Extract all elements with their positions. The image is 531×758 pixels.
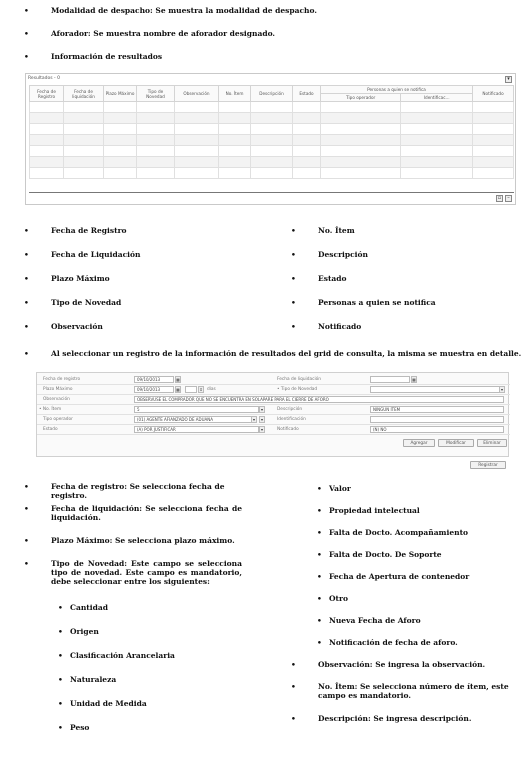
grid-title: Resultados - 0 (28, 76, 60, 81)
bullet-text: Tipo de Novedad: Este campo se selecciona tipo de novedad. Este campo es mandatorio, debe seleccionar entre los siguientes: (51, 559, 242, 586)
bullet-dot: • (317, 528, 322, 537)
bullet-dot: • (291, 298, 296, 307)
bullet-dot: • (24, 349, 29, 358)
bullet-text: Falta de Docto. Acompañamiento (329, 528, 469, 537)
notificado-label: Notificado (277, 427, 299, 432)
col-notificado[interactable]: Notificado (473, 86, 514, 102)
bullet-dot: • (24, 322, 29, 331)
form-row (37, 376, 510, 385)
bullet-dot: • (58, 675, 63, 684)
bullet-text: Origen (70, 627, 99, 636)
bullet-text: Fecha de Registro (51, 226, 127, 235)
bullet-text: Modalidad de despacho: Se muestra la modalidad de despacho. (51, 6, 317, 15)
chevron-down-icon[interactable]: ▾ (260, 427, 263, 432)
calendar-icon[interactable]: ▦ (412, 377, 416, 382)
bullet-text: Observación (51, 322, 103, 331)
bullet-text: Personas a quien se notifica (318, 298, 436, 307)
tipo-operador-select[interactable]: (01) AGENTE AFIANZADO DE ADUANA (134, 416, 252, 423)
form-row (37, 426, 510, 435)
fecha-liquidacion-field[interactable] (370, 376, 410, 383)
bullet-dot: • (291, 274, 296, 283)
tipo-novedad-label: • Tipo de Novedad (277, 387, 318, 392)
bullet-text: Peso (70, 723, 90, 732)
grid-footer-divider (29, 192, 514, 193)
agregar-button[interactable]: Agregar (403, 439, 435, 447)
table-row[interactable] (30, 146, 514, 157)
bullet-dot: • (58, 651, 63, 660)
bullet-text: Fecha de registro: Se selecciona fecha de registro. (51, 482, 225, 500)
col-tipo-operador[interactable]: Tipo operador (321, 94, 401, 102)
bullet-text: Naturaleza (70, 675, 117, 684)
plazo-label: Plazo Máximo (43, 387, 73, 392)
table-row[interactable] (30, 168, 514, 179)
chevron-down-icon[interactable]: ▾ (260, 417, 263, 422)
bullet-dot: • (291, 250, 296, 259)
bullet-dot: • (24, 29, 29, 38)
bullet-dot: • (58, 723, 63, 732)
bullet-dot: • (24, 536, 29, 545)
calendar-icon[interactable]: ▦ (176, 377, 180, 382)
minus-button[interactable]: – (505, 195, 512, 202)
tipo-operador-label: Tipo operador (43, 417, 73, 422)
bullet-text: Propiedad intelectual (329, 506, 420, 515)
col-personas[interactable]: Personas a quien se notifica (321, 86, 473, 94)
bullet-dot: • (24, 226, 29, 235)
descripcion-label: Descripción (277, 407, 303, 412)
bullet-dot: • (291, 714, 296, 723)
table-row[interactable] (30, 113, 514, 124)
fecha-liquidacion-label: Fecha de liquidación (277, 377, 322, 382)
bullet-dot: • (317, 550, 322, 559)
form-row (37, 386, 510, 395)
bullet-text: Cantidad (70, 603, 108, 612)
bullet-dot: • (58, 627, 63, 636)
descripcion-field[interactable]: NINGUN ITEM (370, 406, 504, 413)
modificar-button[interactable]: Modificar (438, 439, 474, 447)
bullet-dot: • (317, 638, 322, 647)
col-fecha-registro[interactable]: Fecha de Registro (30, 86, 64, 102)
chevron-down-icon[interactable]: ▾ (500, 387, 503, 392)
fecha-registro-label: Fecha de registro (43, 377, 81, 382)
form-row (37, 396, 510, 405)
bullet-dot: • (24, 559, 29, 568)
no-item-select[interactable]: 5 (134, 406, 259, 413)
table-row[interactable] (30, 157, 514, 168)
bullet-dot: • (24, 6, 29, 15)
bullet-text: Nueva Fecha de Aforo (329, 616, 421, 625)
bullet-dot: • (291, 322, 296, 331)
bullet-text: Notificación de fecha de aforo. (329, 638, 458, 647)
chevron-down-icon[interactable]: ▾ (252, 417, 255, 422)
observacion-label: Observación (43, 397, 70, 402)
bullet-text: Unidad de Medida (70, 699, 147, 708)
tipo-novedad-select[interactable] (370, 386, 500, 393)
bullet-dot: • (24, 52, 29, 61)
bullet-dot: • (24, 482, 29, 491)
results-grid (25, 73, 516, 205)
bullet-text: Descripción: Se ingresa descripción. (318, 714, 472, 723)
bullet-text: Notificado (318, 322, 362, 331)
bullet-text: Observación: Se ingresa la observación. (318, 660, 486, 669)
bullet-dot: • (317, 616, 322, 625)
bullet-text: No. Ítem: Se selecciona número de ítem, este campo es mandatorio. (318, 682, 509, 700)
eliminar-button[interactable]: Eliminar (477, 439, 507, 447)
bullet-dot: • (291, 682, 296, 691)
estado-select[interactable]: (A) POR JUSTIFICAR (134, 426, 259, 433)
chevron-down-icon[interactable]: ▾ (260, 407, 263, 412)
bullet-dot: • (317, 572, 322, 581)
bullet-dot: • (24, 250, 29, 259)
calendar-icon[interactable]: ▦ (176, 387, 180, 392)
col-identificacion[interactable]: Identificac... (401, 94, 473, 102)
col-descripcion[interactable]: Descripción (251, 86, 293, 102)
bullet-text: Otro (329, 594, 348, 603)
estado-label: Estado (43, 427, 58, 432)
bullet-text: Plazo Máximo: Se selecciona plazo máximo. (51, 536, 235, 545)
bullet-text: Fecha de liquidación: Se selecciona fecha de liquidación. (51, 504, 242, 522)
table-row[interactable] (30, 135, 514, 146)
results-table (29, 85, 514, 179)
bullet-dot: • (58, 699, 63, 708)
bullet-text: Clasificación Arancelaria (70, 651, 175, 660)
bullet-dot: • (24, 274, 29, 283)
bullet-text: Plazo Máximo (51, 274, 110, 283)
bullet-text: Al seleccionar un registro de la información de resultados del grid de consulta, la misma se muestra en detalle. (51, 349, 522, 358)
bullet-text: Fecha de Apertura de contenedor (329, 572, 470, 581)
fecha-registro-field[interactable]: 09/10/2013 (134, 376, 174, 383)
spinner-icon[interactable]: ⇕ (199, 387, 203, 392)
col-estado[interactable]: Estado (293, 86, 321, 102)
bullet-text: Falta de Docto. De Soporte (329, 550, 442, 559)
plazo-days-field[interactable] (185, 386, 197, 393)
identificacion-label: Identificación (277, 417, 306, 422)
bullet-dot: • (317, 594, 322, 603)
table-row[interactable] (30, 124, 514, 135)
plazo-unit: días (207, 387, 216, 392)
bullet-dot: • (317, 484, 322, 493)
bullet-dot: • (317, 506, 322, 515)
bullet-dot: • (24, 504, 29, 513)
col-plazo[interactable]: Plazo Máximo (104, 86, 137, 102)
form-row (37, 416, 510, 425)
col-no-item[interactable]: No. Ítem (219, 86, 251, 102)
bullet-dot: • (291, 226, 296, 235)
bullet-text: Fecha de Liquidación (51, 250, 141, 259)
notificado-select[interactable]: (N) NO (370, 426, 504, 433)
identificacion-field[interactable] (370, 416, 504, 423)
plazo-field[interactable]: 09/10/2013 (134, 386, 174, 393)
col-observacion[interactable]: Observación (175, 86, 219, 102)
bullet-dot: • (24, 298, 29, 307)
bullet-dot: • (58, 603, 63, 612)
registrar-button[interactable]: Registrar (470, 461, 506, 469)
bullet-text: Estado (318, 274, 347, 283)
bullet-dot: • (291, 660, 296, 669)
bullet-text: Valor (329, 484, 351, 493)
bullet-text: No. Ítem (318, 226, 355, 235)
observacion-field[interactable]: OBSERVUSE EL COMPRADOR QUE NO SE ENCUENTRA EN SOLAPARE PARA EL CIERRE DE AFORO (134, 396, 504, 403)
no-item-label: • No. Ítem (39, 407, 62, 412)
collapse-button[interactable]: ▾ (505, 76, 512, 83)
bullet-text: Tipo de Novedad (51, 298, 122, 307)
bullet-text: Descripción (318, 250, 368, 259)
bullet-text: Aforador: Se muestra nombre de aforador designado. (51, 29, 276, 38)
table-row[interactable] (30, 102, 514, 113)
col-fecha-liquidacion[interactable]: Fecha de liquidación (64, 86, 104, 102)
bullet-text: Información de resultados (51, 52, 163, 61)
form-row (37, 406, 510, 415)
detail-form (36, 372, 509, 457)
col-tipo-novedad[interactable]: Tipo de Novedad (137, 86, 175, 102)
export-icon[interactable]: ▫ (497, 195, 502, 201)
